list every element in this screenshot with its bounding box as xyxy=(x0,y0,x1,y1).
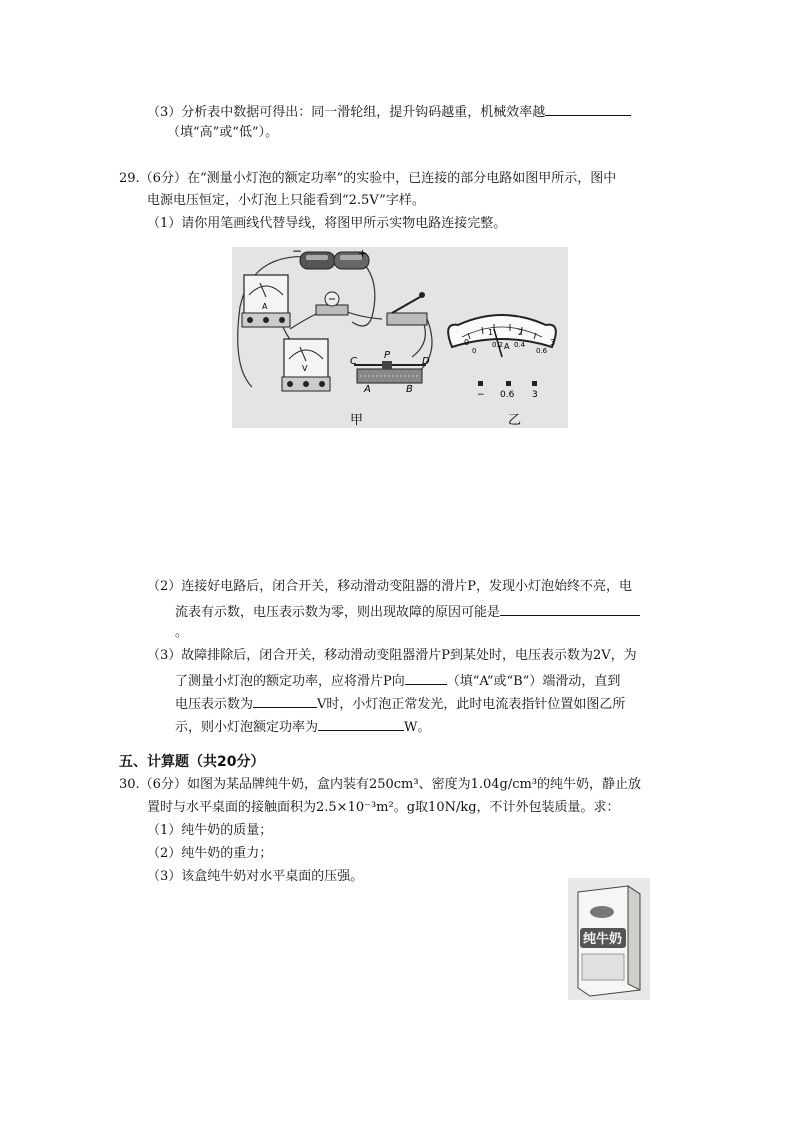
q29-part2-line2 xyxy=(175,601,640,622)
q29-header-line1: 29.（6分）在“测量小灯泡的额定功率”的实验中，已连接的部分电路如图甲所示，图中 xyxy=(119,171,617,186)
answer-blank[interactable] xyxy=(318,716,404,731)
dial-top-1: 1 xyxy=(488,328,494,337)
circuit-figure-svg xyxy=(232,247,568,428)
section-title: 五、计算题（共20分） xyxy=(119,754,265,770)
answer-blank[interactable] xyxy=(545,101,631,116)
dial-bottom-3: 0.6 xyxy=(536,347,548,355)
bulb-icon xyxy=(316,292,348,315)
answer-blank[interactable] xyxy=(500,601,640,616)
q30-part1: （1）纯牛奶的质量； xyxy=(147,823,273,838)
q29-part3-text: 示，则小灯泡额定功率为 xyxy=(175,720,319,735)
q28-part3-line1 xyxy=(147,101,631,122)
circuit-figure xyxy=(232,247,568,428)
dial-top-2: 2 xyxy=(518,328,524,337)
rheostat-icon xyxy=(354,361,426,383)
q29-part3-text: 了测量小灯泡的额定功率，应将滑片P向 xyxy=(175,674,405,689)
rheostat-label-C: C xyxy=(350,356,357,367)
q29-part3-text: W。 xyxy=(404,720,431,735)
q29-part2-text: 流表有示数，电压表示数为零，则出现故障的原因可能是 xyxy=(175,605,501,620)
terminal-3: 3 xyxy=(532,390,538,400)
ammeter-unit: A xyxy=(262,302,268,311)
q29-part2-line3: 。 xyxy=(175,625,189,640)
rheostat-label-D: D xyxy=(422,356,430,367)
rheostat-label-B: B xyxy=(406,384,413,395)
figure-label-jia: 甲 xyxy=(350,413,364,428)
q28-part3-text: （3）分析表中数据可得出：同一滑轮组，提升钩码越重，机械效率越 xyxy=(147,105,546,120)
battery-plus-label: + xyxy=(358,247,368,260)
q29-part3-line2 xyxy=(175,670,620,691)
milk-carton-figure xyxy=(568,878,650,1000)
q29-part1: （1）请你用笔画线代替导线，将图甲所示实物电路连接完整。 xyxy=(147,216,507,231)
q30-part3: （3）该盒纯牛奶对水平桌面的压强。 xyxy=(147,869,364,884)
wire xyxy=(412,319,432,377)
battery-minus-label: − xyxy=(292,247,303,258)
dial-bottom-2: 0.4 xyxy=(514,341,526,349)
terminal-0-6: 0.6 xyxy=(500,390,515,400)
ammeter-icon xyxy=(242,275,290,327)
dial-bottom-1: 0.2 xyxy=(492,341,504,349)
milk-carton-label: 纯牛奶 xyxy=(583,932,623,947)
q30-header-line1: 30.（6分）如图为某品牌纯牛奶，盒内装有250cm³、密度为1.04g/cm³的纯牛奶，静止放 xyxy=(119,777,642,792)
answer-blank[interactable] xyxy=(405,670,447,685)
q28-part3-line2: （填“高”或“低”）。 xyxy=(167,125,279,140)
q29-part3-line1: （3）故障排除后，闭合开关，移动滑动变阻器滑片P到某处时，电压表示数为2V，为 xyxy=(147,648,637,663)
q30-header-line2: 置时与水平桌面的接触面积为2.5×10⁻³m²。g取10N/kg，不计外包装质量。求： xyxy=(147,800,620,815)
q29-part3-text: V时，小灯泡正常发光，此时电流表指针位置如图乙所 xyxy=(317,697,626,712)
q29-part2-line1: （2）连接好电路后，闭合开关，移动滑动变阻器的滑片P，发现小灯泡始终不亮，电 xyxy=(147,579,633,594)
answer-blank[interactable] xyxy=(253,693,317,708)
rheostat-label-P: P xyxy=(384,350,391,361)
q30-part2: （2）纯牛奶的重力； xyxy=(147,846,273,861)
q29-header-line2: 电源电压恒定，小灯泡上只能看到“2.5V”字样。 xyxy=(147,193,425,208)
q29-part3-text: 电压表示数为 xyxy=(175,697,254,712)
milk-carton-svg xyxy=(568,878,650,1000)
dial-top-3: 3 xyxy=(550,338,556,347)
voltmeter-unit: V xyxy=(302,364,308,373)
q29-part3-line4 xyxy=(175,716,430,737)
rheostat-label-A: A xyxy=(364,384,371,395)
dial-top-0: 0 xyxy=(464,338,470,347)
q29-part3-line3 xyxy=(175,693,625,714)
dial-unit: A xyxy=(504,342,510,351)
dial-bottom-0: 0 xyxy=(472,347,477,355)
q29-part3-text: （填“A”或“B”）端滑动，直到 xyxy=(446,674,621,689)
switch-icon xyxy=(387,292,427,325)
terminal-minus: − xyxy=(477,390,485,400)
figure-label-yi: 乙 xyxy=(508,413,522,428)
